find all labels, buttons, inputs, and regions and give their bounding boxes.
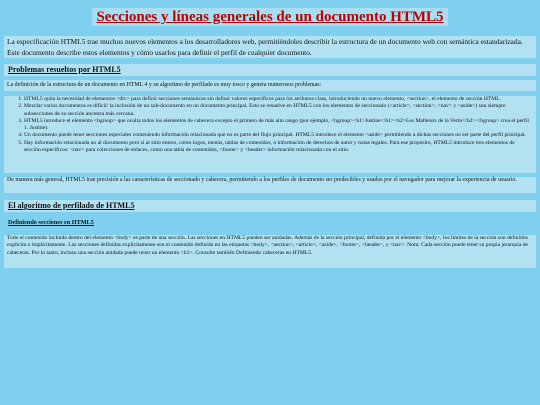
subsection-heading-defining: Definiendo secciones en HTML5 xyxy=(8,219,94,226)
intro-paragraph: La especificación HTML5 trae muchos nuevos elementos a los desarrolladores web, permitiéndoles describir la estructura de un documento web con semántica estandarizada. Este documento describe estos elementos y cómo usarlos para definir el perfil de cualquier documento. xyxy=(4,36,536,58)
section-outro-paragraph: De manera más general, HTML5 trae precisión a las características de seccionado y cabecera, permitiendo a los perfiles de documento ser predecibles y usados por el navegador para mejorar la experiencia de usuario. xyxy=(4,177,536,193)
section-heading-algorithm: El algoritmo de perfilado de HTML5 xyxy=(8,201,135,210)
section-lead-paragraph: La definición de la estructura de un documento en HTML 4 y su algoritmo de perfilado es muy tosco y genera numerosos problemas: xyxy=(4,80,536,91)
problems-list xyxy=(4,96,536,173)
list-item: 5. Hay información relacionada no al documento pero si al sitio entero, como logos, menús, tablas de contenidos, o información de derechos de autor y notas legales. Para ese propósito, HTML5 introduce tres elementos de sección específicos: <nav> para colecciones de enlaces, como una tabla de contenidos, <footer> y <header> información relacionada con el sitio. xyxy=(24,140,532,155)
section-body-paragraph: Todo el contenido incluido dentro del elemento <body> es parte de una sección. Las secciones en HTML5 pueden ser anidadas. Además de la sección principal, definida por el elemento <body>, los límites de la sección son definidos explícita o implícitamente. Las secciones definidas explícitamente son el contenido definido en las etiquetas <body>, <section>, <article>, <aside>, <footer>, <header>, y <nav>. Nota: Cada sección puede tener su propia jerarquía de cabeceras. Por lo tanto, incluso una sección anidada puede tener un elemento <h1>. Consulte también Definiendo cabeceras en HTML5. xyxy=(4,235,536,268)
list-item: 3. HTML5 introduce el elemento <hgroup> que oculta todos los elementos de cabecera excepto el primero de más alto rango (por ejemplo, <hgroup><h1>Justine</h1><h2>Les Malheurs de la Vertu</h2></hgroup> crea el perfil 1. Justine). xyxy=(24,118,532,133)
list-item: 2. Mezclar varios documentos es difícil: la inclusión de un sub-documento en un documento principal. Esto se resuelve en HTML5 con los elementos de seccionado (<article>, <section>, <nav> y <aside>) son siempre subsecciones de su sección ancestra más cercana. xyxy=(24,103,532,118)
list-item: 4. Un documento puede tener secciones especiales conteniendo información relacionada que no es parte del flujo principal. HTML5 introduce el elemento <aside> permitiendo a dichas secciones no ser parte del perfil principal. xyxy=(24,132,532,139)
title-container xyxy=(0,8,540,26)
list-item: 1. HTML5 quita la necesidad de elementos <div> para definir secciones semánticas sin definir valores específicos para los atributos class, introduciendo un nuevo elemento, <section>, el elemento de sección HTML. xyxy=(24,96,532,103)
page-title: Secciones y líneas generales de un documento HTML5 xyxy=(92,8,447,26)
section-heading-problems: Problemas resueltos por HTML5 xyxy=(8,65,121,74)
